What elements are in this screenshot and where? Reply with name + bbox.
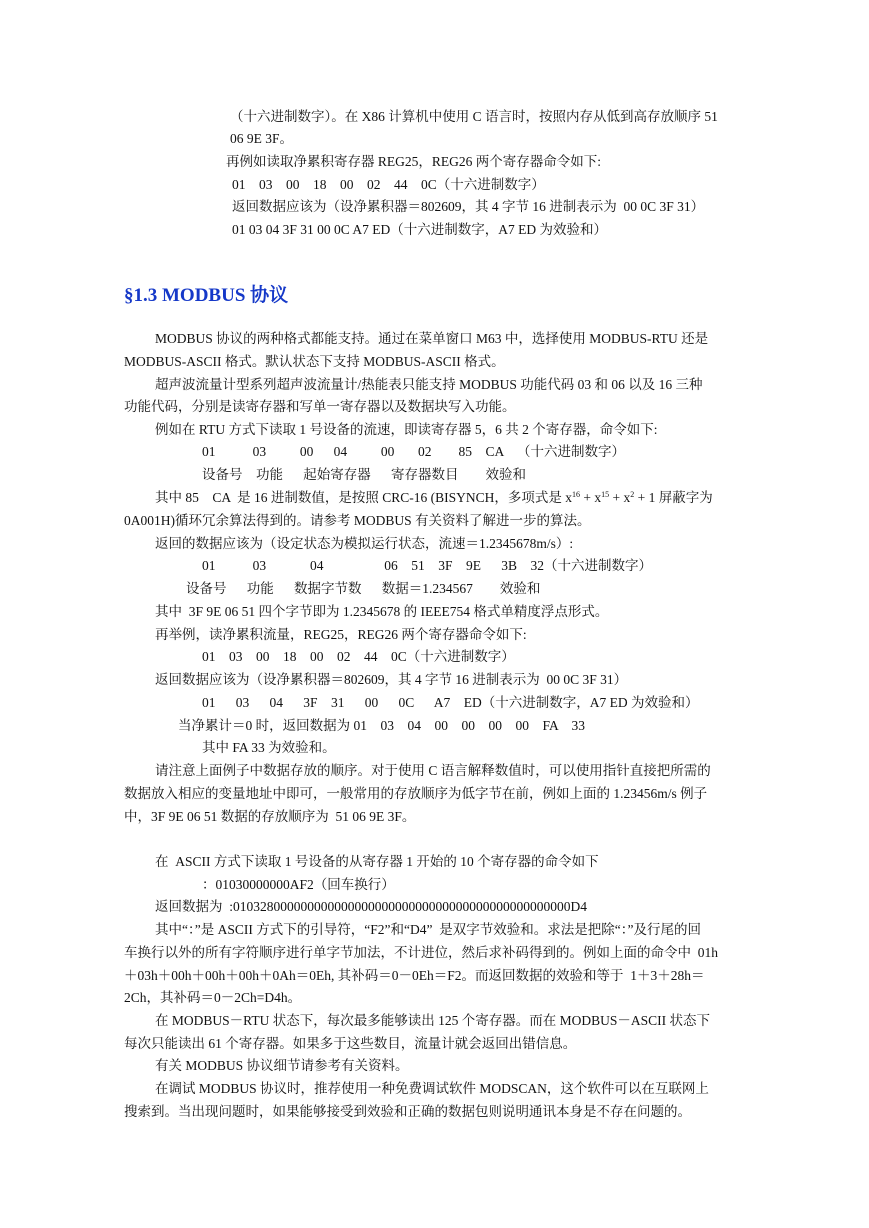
hex-command-line: 01 03 00 18 00 02 44 0C（十六进制数字） xyxy=(202,649,515,664)
paragraph-line: 返回数据应该为（设净累积器＝802609，其 4 字节 16 进制表示为 00 0C 3F 31） xyxy=(155,672,628,687)
text-segment: 其中 85 CA 是 16 进制数值，是按照 CRC-16 (BISYNCH，多项式是 x xyxy=(155,490,573,505)
paragraph-line: 在 MODBUS－RTU 状态下，每次最多能够读出 125 个寄存器。而在 MODBUS－ASCII 状态下 xyxy=(155,1013,710,1028)
text-segment: + x xyxy=(580,490,602,505)
exponent: 2 xyxy=(630,490,635,499)
section-heading: §1.3 MODBUS 协议 xyxy=(124,285,289,306)
paragraph-line: 例如在 RTU 方式下读取 1 号设备的流速，即读寄存器 5，6 共 2 个寄存器，命令如下: xyxy=(155,422,658,437)
text-segment: + x xyxy=(609,490,631,505)
paragraph-line: 每次只能读出 61 个寄存器。如果多于这些数目，流量计就会返回出错信息。 xyxy=(124,1036,577,1051)
paragraph-line: 0A001H)循环冗余算法得到的。请参考 MODBUS 有关资料了解进一步的算法。 xyxy=(124,513,591,528)
paragraph-line: 车换行以外的所有字符顺序进行单字节加法，不计进位，然后求补码得到的。例如上面的命令中 01h xyxy=(124,945,718,960)
paragraph-line: 中，3F 9E 06 51 数据的存放顺序为 51 06 9E 3F。 xyxy=(124,809,416,824)
ascii-response-line: 返回数据为 :01032800000000000000000000000000000000000000000000D4 xyxy=(155,899,587,914)
text-line: 再例如读取净累积寄存器 REG25，REG26 两个寄存器命令如下: xyxy=(226,154,602,169)
paragraph-line: 当净累计＝0 时，返回数据为 01 03 04 00 00 00 00 FA 33 xyxy=(178,718,586,733)
text-line: 返回数据应该为（设净累积器＝802609，其 4 字节 16 进制表示为 00 0C 3F 31） xyxy=(232,199,705,214)
paragraph-line: 功能代码，分别是读寄存器和写单一寄存器以及数据块写入功能。 xyxy=(124,399,516,414)
paragraph-line: 其中 FA 33 为效验和。 xyxy=(202,740,336,755)
paragraph-line: 再举例，读净累积流量，REG25，REG26 两个寄存器命令如下: xyxy=(155,627,527,642)
paragraph-line: 数据放入相应的变量地址中即可，一般常用的存放顺序为低字节在前，例如上面的 1.23456m/s 例子 xyxy=(124,786,708,801)
hex-response-line: 01 03 04 06 51 3F 9E 3B 32（十六进制数字） xyxy=(202,558,653,573)
ascii-command-line: ：01030000000AF2（回车换行） xyxy=(202,877,395,892)
text-line: 06 9E 3F。 xyxy=(230,131,294,146)
paragraph-line: MODBUS-ASCII 格式。默认状态下支持 MODBUS-ASCII 格式。 xyxy=(124,354,505,369)
hex-response-line: 01 03 04 3F 31 00 0C A7 ED（十六进制数字，A7 ED 为效验和） xyxy=(202,695,699,710)
field-labels-line: 设备号 功能 起始寄存器 寄存器数目 效验和 xyxy=(202,467,526,482)
paragraph-line: 超声波流量计型系列超声波流量计/热能表只能支持 MODBUS 功能代码 03 和 06 以及 16 三种 xyxy=(155,377,703,392)
field-labels-line: 设备号 功能 数据字节数 数据＝1.234567 效验和 xyxy=(186,581,541,596)
paragraph-line: 其中“：”是 ASCII 方式下的引导符，“F2”和“D4” 是双字节效验和。求法是把除“：”及行尾的回 xyxy=(155,922,701,937)
text-segment: + 1 屏蔽字为 xyxy=(634,490,713,505)
exponent: 15 xyxy=(601,490,610,499)
paragraph-line xyxy=(155,489,713,507)
hex-command-line: 01 03 00 18 00 02 44 0C（十六进制数字） xyxy=(232,177,545,192)
paragraph-line: 其中 3F 9E 06 51 四个字节即为 1.2345678 的 IEEE754 格式单精度浮点形式。 xyxy=(155,604,609,619)
paragraph-line: 返回的数据应该为（设定状态为模拟运行状态，流速＝1.2345678m/s）: xyxy=(155,536,574,551)
hex-command-line: 01 03 00 04 00 02 85 CA （十六进制数字） xyxy=(202,444,626,459)
paragraph-line: 在 ASCII 方式下读取 1 号设备的从寄存器 1 开始的 10 个寄存器的命令如下 xyxy=(155,854,599,869)
paragraph-line: MODBUS 协议的两种格式都能支持。通过在菜单窗口 M63 中，选择使用 MODBUS-RTU 还是 xyxy=(155,331,709,346)
paragraph-line: 在调试 MODBUS 协议时，推荐使用一种免费调试软件 MODSCAN，这个软件可以在互联网上 xyxy=(155,1081,709,1096)
paragraph-line: ＋03h＋00h＋00h＋00h＋0Ah＝0Eh, 其补码＝0－0Eh＝F2。而返回数据的效验和等于 1＋3＋28h＝ xyxy=(124,968,705,983)
exponent: 16 xyxy=(572,490,581,499)
paragraph-line: 有关 MODBUS 协议细节请参考有关资料。 xyxy=(155,1058,409,1073)
paragraph-line: 搜索到。当出现问题时，如果能够接受到效验和正确的数据包则说明通讯本身是不存在问题的。 xyxy=(124,1104,691,1119)
paragraph-line: 请注意上面例子中数据存放的顺序。对于使用 C 语言解释数值时，可以使用指针直接把所需的 xyxy=(155,763,711,778)
text-line: （十六进制数字）。在 X86 计算机中使用 C 语言时，按照内存从低到高存放顺序 51 xyxy=(230,109,718,124)
paragraph-line: 2Ch，其补码＝0－2Ch=D4h。 xyxy=(124,990,302,1005)
hex-response-line: 01 03 04 3F 31 00 0C A7 ED（十六进制数字，A7 ED 为效验和） xyxy=(232,222,608,237)
